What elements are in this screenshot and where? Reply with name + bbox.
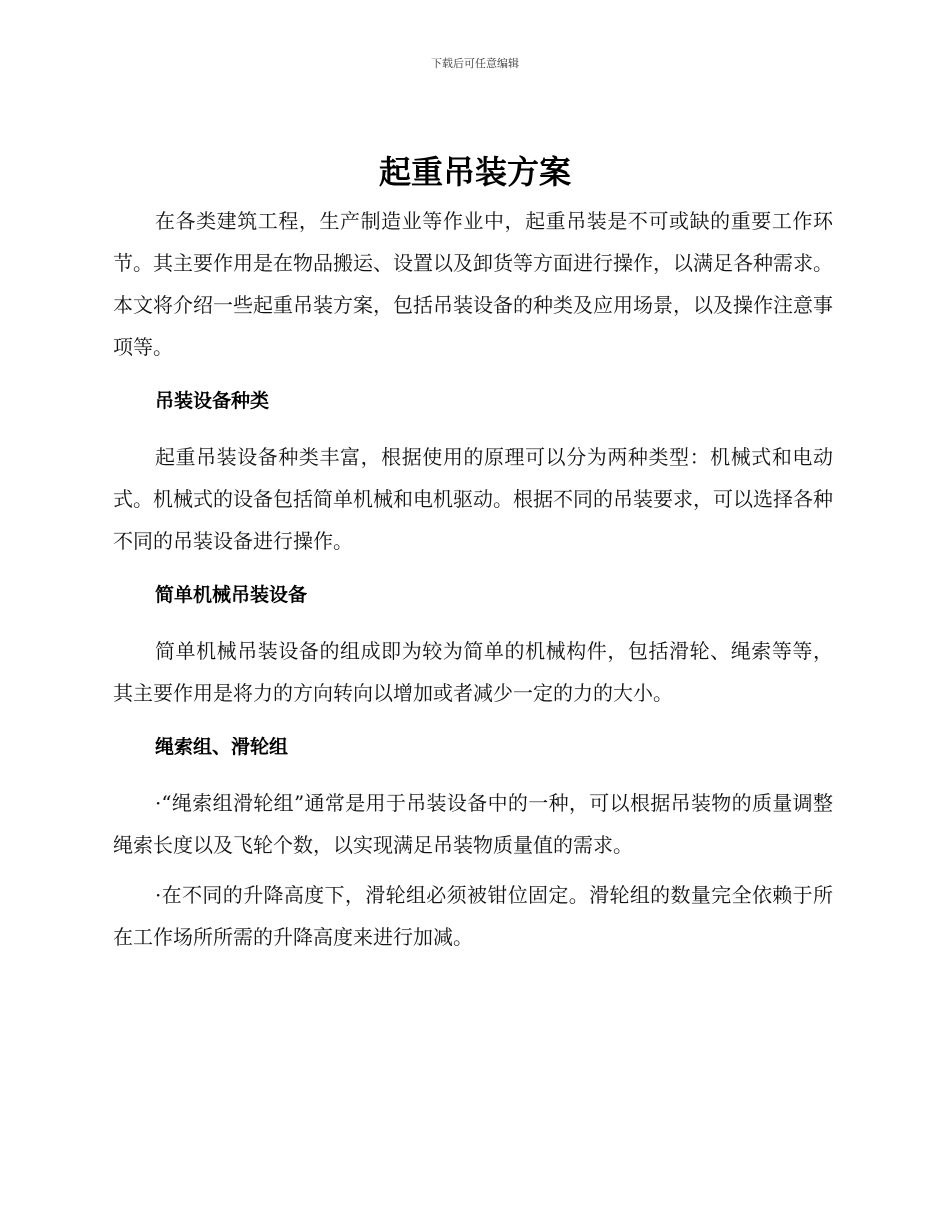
bullet-item: ·在不同的升降高度下，滑轮组必须被钳位固定。滑轮组的数量完全依赖于所在工作场所所需的升降高度来进行加减。 bbox=[113, 883, 833, 949]
document-title: 起重吊装方案 bbox=[378, 153, 571, 191]
header-note: 下载后可任意编辑 bbox=[431, 57, 519, 70]
equipment-types-paragraph: 起重吊装设备种类丰富，根据使用的原理可以分为两种类型：机械式和电动式。机械式的设备包括简单机械和电机驱动。根据不同的吊装要求，可以选择各种不同的吊装设备进行操作。 bbox=[113, 445, 833, 553]
intro-paragraph: 在各类建筑工程，生产制造业等作业中，起重吊装是不可或缺的重要工作环节。其主要作用是在物品搬运、设置以及卸货等方面进行操作，以满足各种需求。本文将介绍一些起重吊装方案，包括吊装设备的种类及应用场景，以及操作注意事项等。 bbox=[113, 209, 833, 359]
simple-machinery-paragraph: 简单机械吊装设备的组成即为较为简单的机械构件，包括滑轮、绳索等等，其主要作用是将力的方向转向以增加或者减少一定的力的大小。 bbox=[113, 639, 833, 705]
section-heading-equipment-types: 吊装设备种类 bbox=[155, 390, 270, 412]
section-heading-simple-machinery: 简单机械吊装设备 bbox=[155, 584, 308, 606]
section-heading-rope-pulley: 绳索组、滑轮组 bbox=[155, 736, 289, 758]
bullet-item: ·“绳索组滑轮组”通常是用于吊装设备中的一种，可以根据吊装物的质量调整绳索长度以及飞轮个数，以实现满足吊装物质量值的需求。 bbox=[113, 791, 833, 857]
document-body bbox=[113, 200, 833, 966]
